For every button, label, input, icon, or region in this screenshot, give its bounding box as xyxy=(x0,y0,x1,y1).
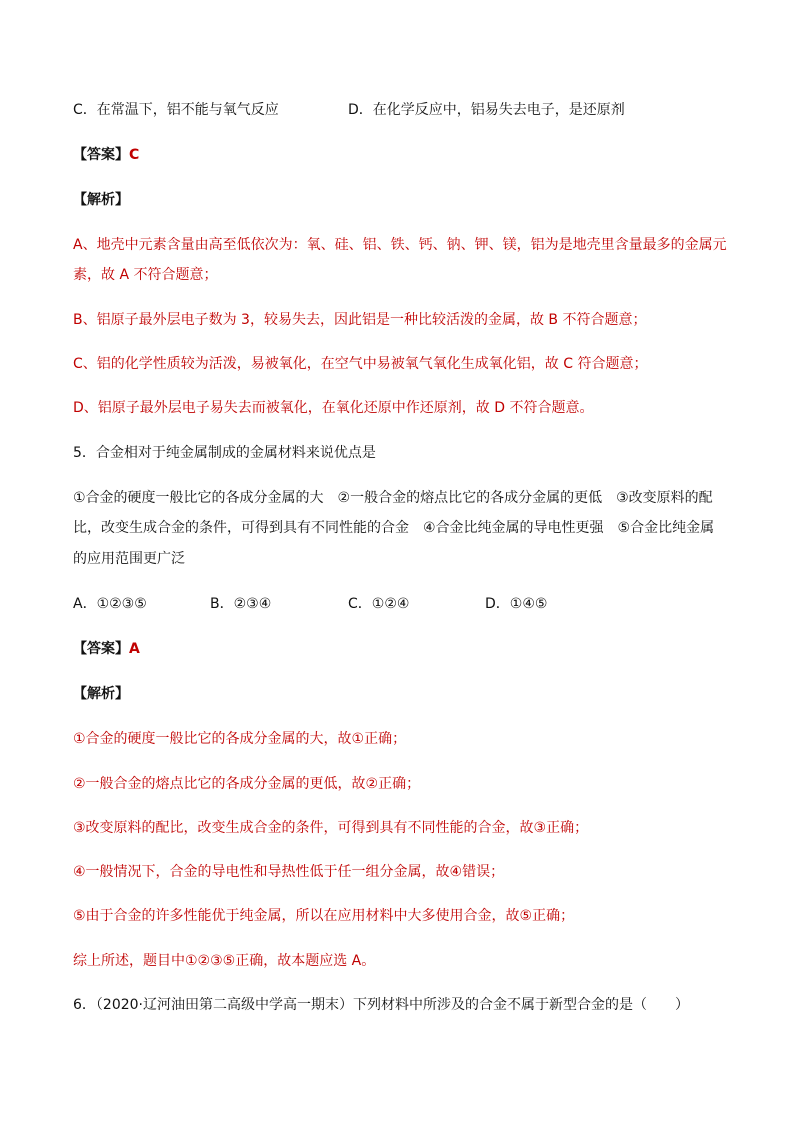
q5-analysis-line: ④一般情况下，合金的导电性和导热性低于任一组分金属，故④错误； xyxy=(73,864,505,880)
q5-analysis-label: 【解析】 xyxy=(73,686,129,702)
q5-option-a: A．①②③⑤ xyxy=(73,596,147,612)
q4-analysis-line: A、地壳中元素含量由高至低依次为：氧、硅、铝、铁、钙、钠、钾、镁，铝为是地壳里含量最多的金属元 xyxy=(73,237,727,253)
q5-stem: 5．合金相对于纯金属制成的金属材料来说优点是 xyxy=(73,445,376,461)
q5-option-c: C．①②④ xyxy=(348,596,410,612)
q5-statement-line: 的应用范围更广泛 xyxy=(73,551,185,567)
answer-value: C xyxy=(129,147,140,163)
answer-value: A xyxy=(129,641,140,657)
q4-option-d: D．在化学反应中，铝易失去电子，是还原剂 xyxy=(348,102,625,118)
q5-statement-line: ①合金的硬度一般比它的各成分金属的大 ②一般合金的熔点比它的各成分金属的更低 ③改变原料的配 xyxy=(73,490,713,506)
q4-option-c: C．在常温下，铝不能与氧气反应 xyxy=(73,102,279,118)
q4-analysis-line: 素，故 A 不符合题意； xyxy=(73,267,218,283)
q5-option-d: D．①④⑤ xyxy=(485,596,548,612)
q4-analysis-line: C、铝的化学性质较为活泼，易被氧化，在空气中易被氧气氧化生成氧化铝，故 C 符合题意； xyxy=(73,356,648,372)
answer-label: 【答案】 xyxy=(73,147,129,163)
q5-analysis-line: ②一般合金的熔点比它的各成分金属的更低，故②正确； xyxy=(73,776,421,792)
q4-answer xyxy=(73,145,139,165)
q5-option-b: B．②③④ xyxy=(210,596,272,612)
q4-analysis-line: B、铝原子最外层电子数为 3，较易失去，因此铝是一种比较活泼的金属，故 B 不符合题意； xyxy=(73,312,647,328)
q5-analysis-line: ①合金的硬度一般比它的各成分金属的大，故①正确； xyxy=(73,731,407,747)
q5-answer xyxy=(73,639,140,659)
q5-statement-line: 比，改变生成合金的条件，可得到具有不同性能的合金 ④合金比纯金属的导电性更强 ⑤合金比纯金属 xyxy=(73,520,715,536)
q5-analysis-line: ⑤由于合金的许多性能优于纯金属，所以在应用材料中大多使用合金，故⑤正确； xyxy=(73,908,575,924)
q5-analysis-line: 综上所述，题目中①②③⑤正确，故本题应选 A。 xyxy=(73,953,376,969)
q5-analysis-line: ③改变原料的配比，改变生成合金的条件，可得到具有不同性能的合金，故③正确； xyxy=(73,820,589,836)
q4-analysis-line: D、铝原子最外层电子易失去而被氧化，在氧化还原中作还原剂，故 D 不符合题意。 xyxy=(73,400,594,416)
q4-analysis-label: 【解析】 xyxy=(73,192,129,208)
q6-stem: 6．（2020·辽河油田第二高级中学高一期末）下列材料中所涉及的合金不属于新型合金的是（ ） xyxy=(73,997,689,1013)
answer-label: 【答案】 xyxy=(73,641,129,657)
